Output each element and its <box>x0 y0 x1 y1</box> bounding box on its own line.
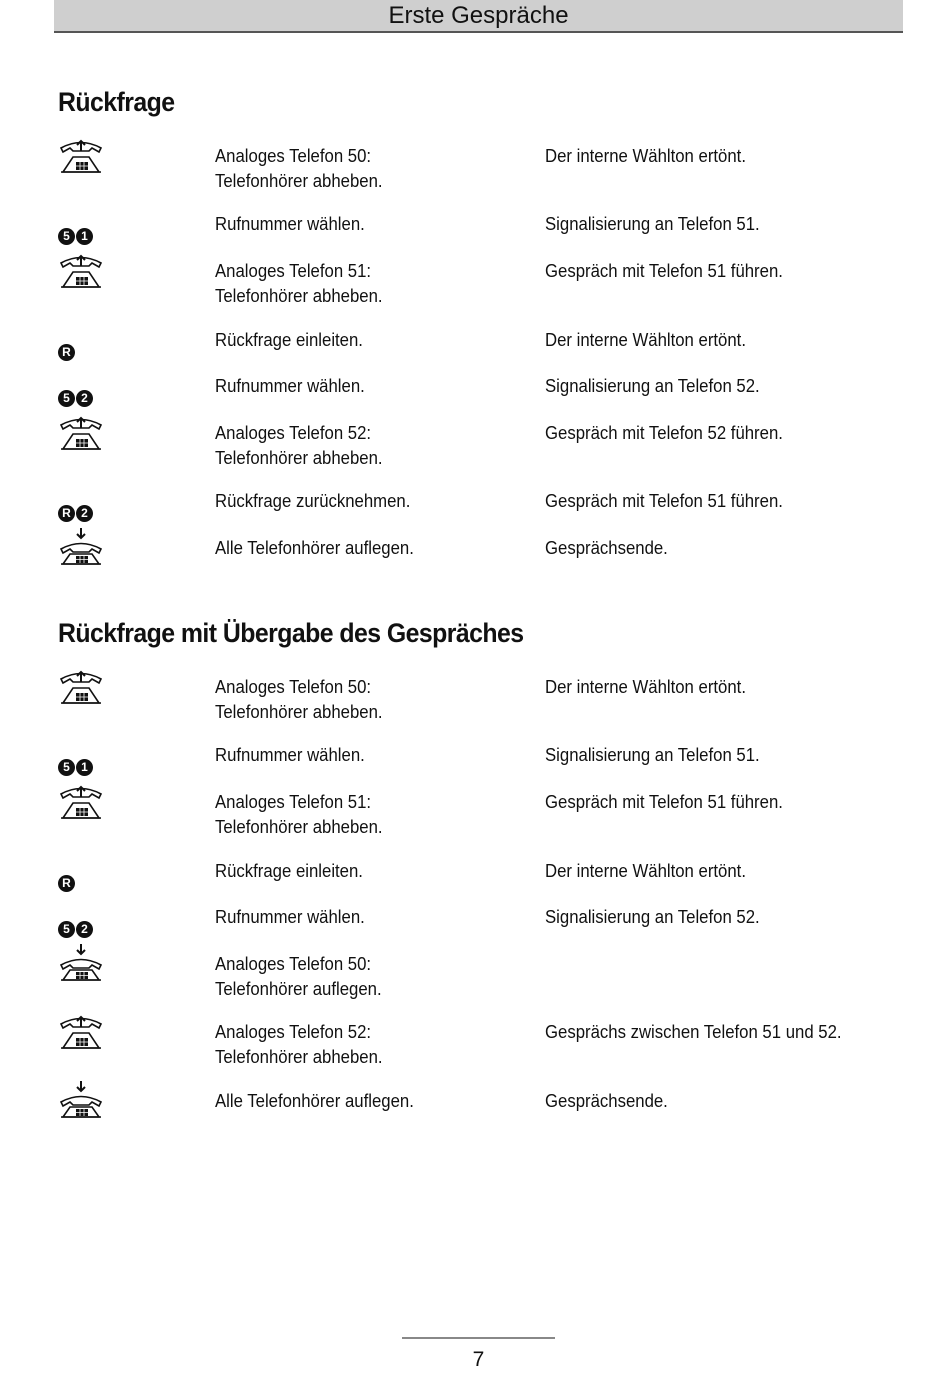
step-action-line: Telefonhörer abheben. <box>215 170 383 191</box>
key-sequence <box>58 921 118 938</box>
step-action-line: Analoges Telefon 50: <box>215 146 372 166</box>
step-action <box>215 259 513 308</box>
handset-lift-icon <box>58 669 118 714</box>
key-sequence <box>58 344 118 361</box>
page-number: 7 <box>472 1348 485 1371</box>
step-action <box>215 952 513 1001</box>
step-action <box>215 859 513 884</box>
key-sequence <box>58 228 118 245</box>
recall-key-icon: R <box>58 875 75 892</box>
step-action-line: Telefonhörer abheben. <box>215 701 383 722</box>
digit-key-icon: 1 <box>76 759 93 776</box>
step-action <box>215 1089 513 1114</box>
key-sequence <box>58 875 118 892</box>
step-result: Signalisierung an Telefon 51. <box>545 745 760 765</box>
step-action-line: Telefonhörer abheben. <box>215 285 383 306</box>
step-action <box>215 790 513 839</box>
digit-key-icon: 5 <box>58 228 75 245</box>
step-result: Gespräch mit Telefon 52 führen. <box>545 423 783 443</box>
step-action-line: Rückfrage einleiten. <box>215 861 363 881</box>
step-result: Der interne Wählton ertönt. <box>545 330 746 350</box>
handset-lift-icon <box>58 253 118 298</box>
step-result: Gespräch mit Telefon 51 führen. <box>545 792 783 812</box>
key-sequence <box>58 759 118 776</box>
step-result: Signalisierung an Telefon 52. <box>545 907 760 927</box>
key-sequence <box>58 505 118 522</box>
step-action <box>215 328 513 353</box>
step-action-line: Rufnummer wählen. <box>215 376 365 396</box>
section-title: Rückfrage mit Übergabe des Gespräches <box>58 618 524 648</box>
step-action <box>215 675 513 724</box>
handset-lift-icon <box>58 1014 118 1059</box>
step-action <box>215 421 513 470</box>
digit-key-icon: 5 <box>58 759 75 776</box>
step-action-line: Analoges Telefon 50: <box>215 954 372 974</box>
section-title: Rückfrage <box>58 87 175 117</box>
step-action-line: Telefonhörer abheben. <box>215 1046 383 1067</box>
step-action-line: Rufnummer wählen. <box>215 214 365 234</box>
step-action <box>215 536 513 561</box>
step-action-line: Analoges Telefon 50: <box>215 677 372 697</box>
step-action <box>215 489 513 514</box>
recall-key-icon: R <box>58 505 75 522</box>
digit-key-icon: 2 <box>76 505 93 522</box>
step-result: Gespräch mit Telefon 51 führen. <box>545 491 783 511</box>
handset-replace-icon <box>58 1081 118 1126</box>
handset-lift-icon <box>58 415 118 460</box>
step-result: Der interne Wählton ertönt. <box>545 861 746 881</box>
step-action <box>215 743 513 768</box>
digit-key-icon: 5 <box>58 390 75 407</box>
step-action-line: Rufnummer wählen. <box>215 907 365 927</box>
step-action-line: Rückfrage zurücknehmen. <box>215 491 411 511</box>
step-action-line: Rufnummer wählen. <box>215 745 365 765</box>
key-sequence <box>58 390 118 407</box>
step-action-line: Analoges Telefon 52: <box>215 423 372 443</box>
step-action-line: Analoges Telefon 52: <box>215 1022 372 1042</box>
step-result: Gesprächsende. <box>545 538 668 558</box>
step-result: Gespräch mit Telefon 51 führen. <box>545 261 783 281</box>
handset-replace-icon <box>58 944 118 989</box>
step-action-line: Rückfrage einleiten. <box>215 330 363 350</box>
handset-lift-icon <box>58 784 118 829</box>
page-header <box>54 0 903 33</box>
step-result: Gesprächs zwischen Telefon 51 und 52. <box>545 1022 842 1042</box>
step-result: Der interne Wählton ertönt. <box>545 146 746 166</box>
header-title: Erste Gespräche <box>388 2 569 29</box>
step-result: Signalisierung an Telefon 52. <box>545 376 760 396</box>
step-result: Der interne Wählton ertönt. <box>545 677 746 697</box>
step-action-line: Telefonhörer auflegen. <box>215 978 382 999</box>
footer-divider <box>402 1337 555 1339</box>
handset-replace-icon <box>58 528 118 573</box>
step-action <box>215 905 513 930</box>
digit-key-icon: 2 <box>76 390 93 407</box>
step-action <box>215 212 513 237</box>
step-action-line: Analoges Telefon 51: <box>215 792 372 812</box>
recall-key-icon: R <box>58 344 75 361</box>
section-rueckfrage-uebergabe <box>58 613 918 1111</box>
step-action <box>215 144 513 193</box>
handset-lift-icon <box>58 138 118 183</box>
step-action-line: Telefonhörer abheben. <box>215 447 383 468</box>
digit-key-icon: 2 <box>76 921 93 938</box>
digit-key-icon: 1 <box>76 228 93 245</box>
section-rueckfrage <box>58 82 918 558</box>
step-result: Gesprächsende. <box>545 1091 668 1111</box>
step-action <box>215 374 513 399</box>
step-action-line: Alle Telefonhörer auflegen. <box>215 1091 414 1111</box>
step-action-line: Alle Telefonhörer auflegen. <box>215 538 414 558</box>
digit-key-icon: 5 <box>58 921 75 938</box>
step-action-line: Analoges Telefon 51: <box>215 261 372 281</box>
step-result: Signalisierung an Telefon 51. <box>545 214 760 234</box>
step-action-line: Telefonhörer abheben. <box>215 816 383 837</box>
step-action <box>215 1020 513 1069</box>
